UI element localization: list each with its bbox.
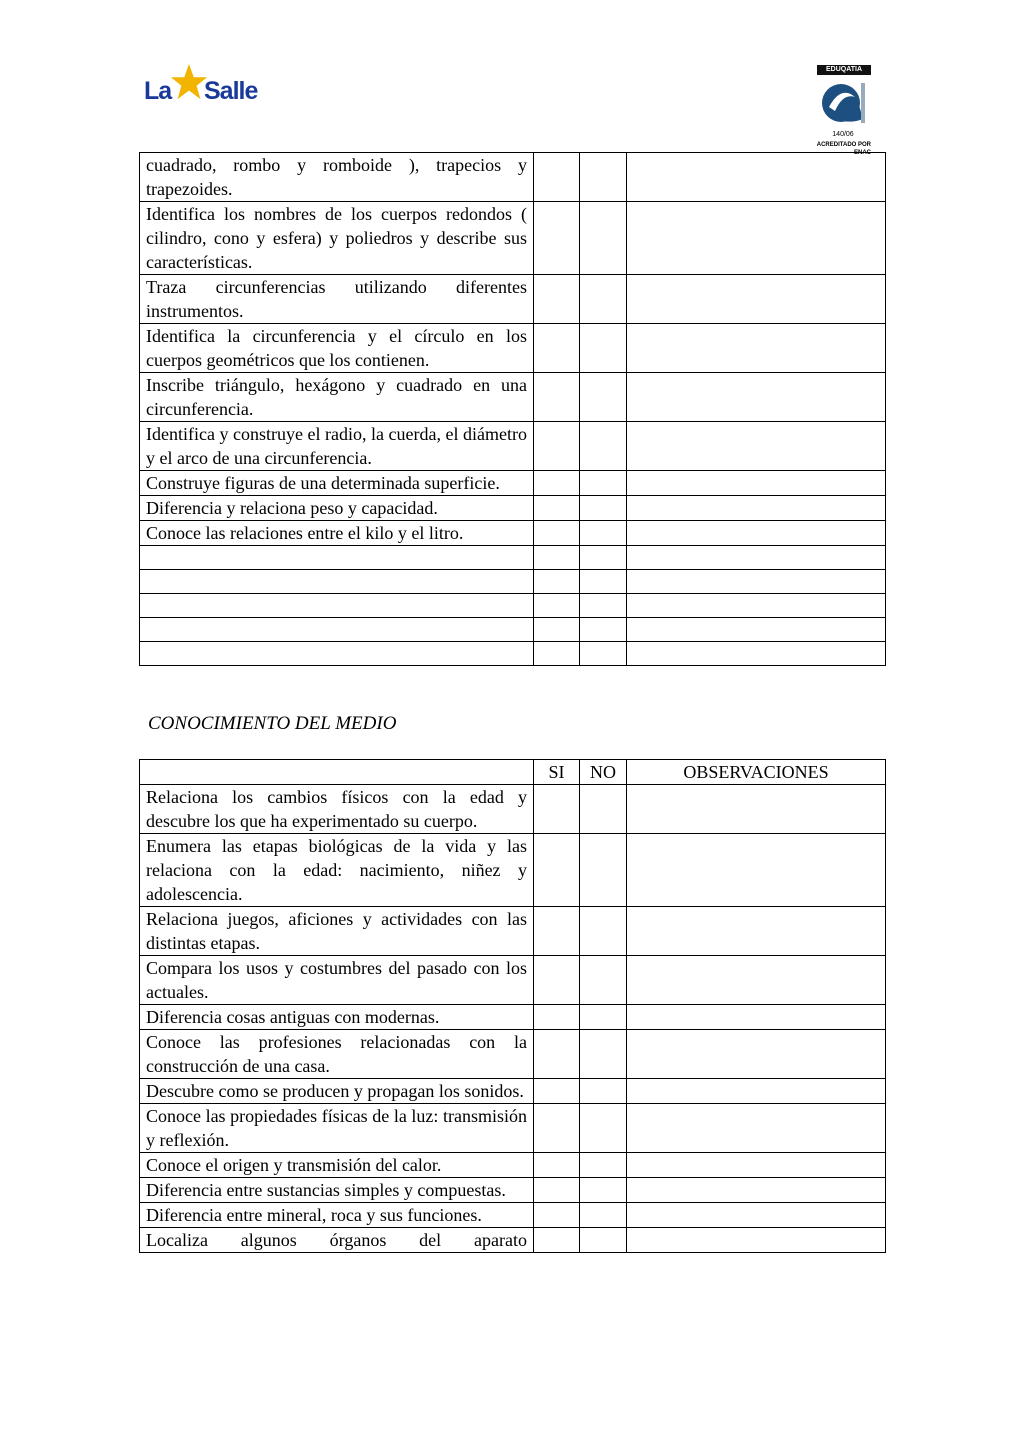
eduqatia-quality-seal [815, 65, 871, 156]
row-description: Diferencia entre sustancias simples y compuestas. [140, 1178, 534, 1203]
no-cell[interactable] [580, 1178, 627, 1203]
header-blank [140, 760, 534, 785]
si-cell[interactable] [534, 1104, 580, 1153]
no-cell[interactable] [580, 1104, 627, 1153]
si-cell[interactable] [534, 570, 580, 594]
observaciones-cell[interactable] [627, 202, 886, 275]
row-description: Enumera las etapas biológicas de la vida y las relaciona con la edad: nacimiento, niñez y adolescencia. [140, 834, 534, 907]
table-row [140, 1178, 886, 1203]
row-description: Identifica los nombres de los cuerpos redondos ( cilindro, cono y esfera) y poliedros y describe sus características. [140, 202, 534, 275]
si-cell[interactable] [534, 907, 580, 956]
row-description: Relaciona los cambios físicos con la edad y descubre los que ha experimentado su cuerpo. [140, 785, 534, 834]
observaciones-cell[interactable] [627, 1178, 886, 1203]
no-cell[interactable] [580, 471, 627, 496]
si-cell[interactable] [534, 275, 580, 324]
no-cell[interactable] [580, 1228, 627, 1253]
description-cell[interactable] [140, 618, 534, 642]
no-cell[interactable] [580, 907, 627, 956]
no-cell[interactable] [580, 153, 627, 202]
table-row [140, 153, 886, 202]
row-description: Descubre como se producen y propagan los sonidos. [140, 1079, 534, 1104]
si-cell[interactable] [534, 594, 580, 618]
row-description: Diferencia entre mineral, roca y sus funciones. [140, 1203, 534, 1228]
quality-q-icon [819, 77, 867, 131]
row-description: Traza circunferencias utilizando diferentes instrumentos. [140, 275, 534, 324]
table-row [140, 275, 886, 324]
no-cell[interactable] [580, 546, 627, 570]
empty-row [140, 570, 886, 594]
empty-row [140, 618, 886, 642]
observaciones-cell[interactable] [627, 785, 886, 834]
observaciones-cell[interactable] [627, 642, 886, 666]
no-cell[interactable] [580, 1153, 627, 1178]
no-cell[interactable] [580, 202, 627, 275]
row-description: Relaciona juegos, aficiones y actividades con las distintas etapas. [140, 907, 534, 956]
la-salle-logo [144, 62, 266, 118]
observaciones-cell[interactable] [627, 546, 886, 570]
no-cell[interactable] [580, 834, 627, 907]
si-cell[interactable] [534, 1228, 580, 1253]
observaciones-cell[interactable] [627, 153, 886, 202]
observaciones-cell[interactable] [627, 1104, 886, 1153]
row-description: Identifica y construye el radio, la cuerda, el diámetro y el arco de una circunferencia. [140, 422, 534, 471]
observaciones-cell[interactable] [627, 618, 886, 642]
table-row [140, 422, 886, 471]
observaciones-cell[interactable] [627, 1203, 886, 1228]
table-row [140, 521, 886, 546]
observaciones-cell[interactable] [627, 471, 886, 496]
si-cell[interactable] [534, 1203, 580, 1228]
observaciones-cell[interactable] [627, 1079, 886, 1104]
table-row [140, 1030, 886, 1079]
si-cell[interactable] [534, 642, 580, 666]
observaciones-cell[interactable] [627, 570, 886, 594]
si-cell[interactable] [534, 521, 580, 546]
no-cell[interactable] [580, 1203, 627, 1228]
si-cell[interactable] [534, 202, 580, 275]
no-cell[interactable] [580, 594, 627, 618]
no-cell[interactable] [580, 496, 627, 521]
no-cell[interactable] [580, 1030, 627, 1079]
si-cell[interactable] [534, 834, 580, 907]
row-description: Inscribe triángulo, hexágono y cuadrado en una circunferencia. [140, 373, 534, 422]
row-description: Conoce las relaciones entre el kilo y el litro. [140, 521, 534, 546]
observaciones-cell[interactable] [627, 1153, 886, 1178]
header-observaciones: OBSERVACIONES [627, 760, 886, 785]
no-cell[interactable] [580, 422, 627, 471]
si-cell[interactable] [534, 1079, 580, 1104]
observaciones-cell[interactable] [627, 324, 886, 373]
si-cell[interactable] [534, 373, 580, 422]
observaciones-cell[interactable] [627, 834, 886, 907]
no-cell[interactable] [580, 1079, 627, 1104]
table-row [140, 1005, 886, 1030]
empty-row [140, 546, 886, 570]
table-row [140, 785, 886, 834]
no-cell[interactable] [580, 324, 627, 373]
si-cell[interactable] [534, 1178, 580, 1203]
row-description: Diferencia y relaciona peso y capacidad. [140, 496, 534, 521]
section-title: CONOCIMIENTO DEL MEDIO [148, 713, 397, 734]
conocimiento-medio-table [139, 759, 886, 1253]
no-cell[interactable] [580, 956, 627, 1005]
row-description: Identifica la circunferencia y el círculo en los cuerpos geométricos que los contienen. [140, 324, 534, 373]
table-row [140, 834, 886, 907]
si-cell[interactable] [534, 153, 580, 202]
table-row [140, 1203, 886, 1228]
no-cell[interactable] [580, 373, 627, 422]
header-si: SI [534, 760, 580, 785]
seal-accreditation: ACREDITADO POR ENAC [816, 142, 871, 156]
table-row [140, 471, 886, 496]
si-cell[interactable] [534, 422, 580, 471]
no-cell[interactable] [580, 275, 627, 324]
table-row [140, 373, 886, 422]
si-cell[interactable] [534, 1030, 580, 1079]
no-cell[interactable] [580, 785, 627, 834]
row-description: Conoce las profesiones relacionadas con la construcción de una casa. [140, 1030, 534, 1079]
si-cell[interactable] [534, 1005, 580, 1030]
si-cell[interactable] [534, 618, 580, 642]
seal-code: 140/06 [832, 131, 854, 138]
no-cell[interactable] [580, 642, 627, 666]
table-row [140, 202, 886, 275]
si-cell[interactable] [534, 785, 580, 834]
observaciones-cell[interactable] [627, 422, 886, 471]
table-row [140, 1079, 886, 1104]
table-row [140, 956, 886, 1005]
logo-text-la: La [144, 77, 172, 105]
table-row [140, 1228, 886, 1253]
mathematics-checklist-table [139, 152, 886, 666]
no-cell[interactable] [580, 618, 627, 642]
table-row [140, 1153, 886, 1178]
logo-text-salle: Salle [204, 77, 258, 105]
description-cell[interactable] [140, 594, 534, 618]
observaciones-cell[interactable] [627, 594, 886, 618]
row-description: Conoce el origen y transmisión del calor. [140, 1153, 534, 1178]
no-cell[interactable] [580, 570, 627, 594]
description-cell[interactable] [140, 570, 534, 594]
no-cell[interactable] [580, 1005, 627, 1030]
no-cell[interactable] [580, 521, 627, 546]
observaciones-cell[interactable] [627, 275, 886, 324]
description-cell[interactable] [140, 642, 534, 666]
si-cell[interactable] [534, 496, 580, 521]
table-row [140, 496, 886, 521]
empty-row [140, 642, 886, 666]
row-description: Construye figuras de una determinada superficie. [140, 471, 534, 496]
observaciones-cell[interactable] [627, 1228, 886, 1253]
header-row [140, 760, 886, 785]
si-cell[interactable] [534, 546, 580, 570]
row-description: Diferencia cosas antiguas con modernas. [140, 1005, 534, 1030]
row-description: Compara los usos y costumbres del pasado con los actuales. [140, 956, 534, 1005]
observaciones-cell[interactable] [627, 907, 886, 956]
si-cell[interactable] [534, 956, 580, 1005]
description-cell[interactable] [140, 546, 534, 570]
star-icon [170, 62, 208, 102]
observaciones-cell[interactable] [627, 496, 886, 521]
observaciones-cell[interactable] [627, 1005, 886, 1030]
seal-band: EDUQATIA [817, 65, 871, 75]
table-row [140, 907, 886, 956]
header-no: NO [580, 760, 627, 785]
si-cell[interactable] [534, 471, 580, 496]
table-row [140, 1104, 886, 1153]
row-description: Conoce las propiedades físicas de la luz: transmisión y reflexión. [140, 1104, 534, 1153]
row-description: Localiza algunos órganos del aparato [140, 1228, 534, 1253]
row-description: cuadrado, rombo y romboide ), trapecios y trapezoides. [140, 153, 534, 202]
observaciones-cell[interactable] [627, 373, 886, 422]
observaciones-cell[interactable] [627, 956, 886, 1005]
table-row [140, 324, 886, 373]
si-cell[interactable] [534, 1153, 580, 1178]
si-cell[interactable] [534, 324, 580, 373]
observaciones-cell[interactable] [627, 521, 886, 546]
empty-row [140, 594, 886, 618]
observaciones-cell[interactable] [627, 1030, 886, 1079]
